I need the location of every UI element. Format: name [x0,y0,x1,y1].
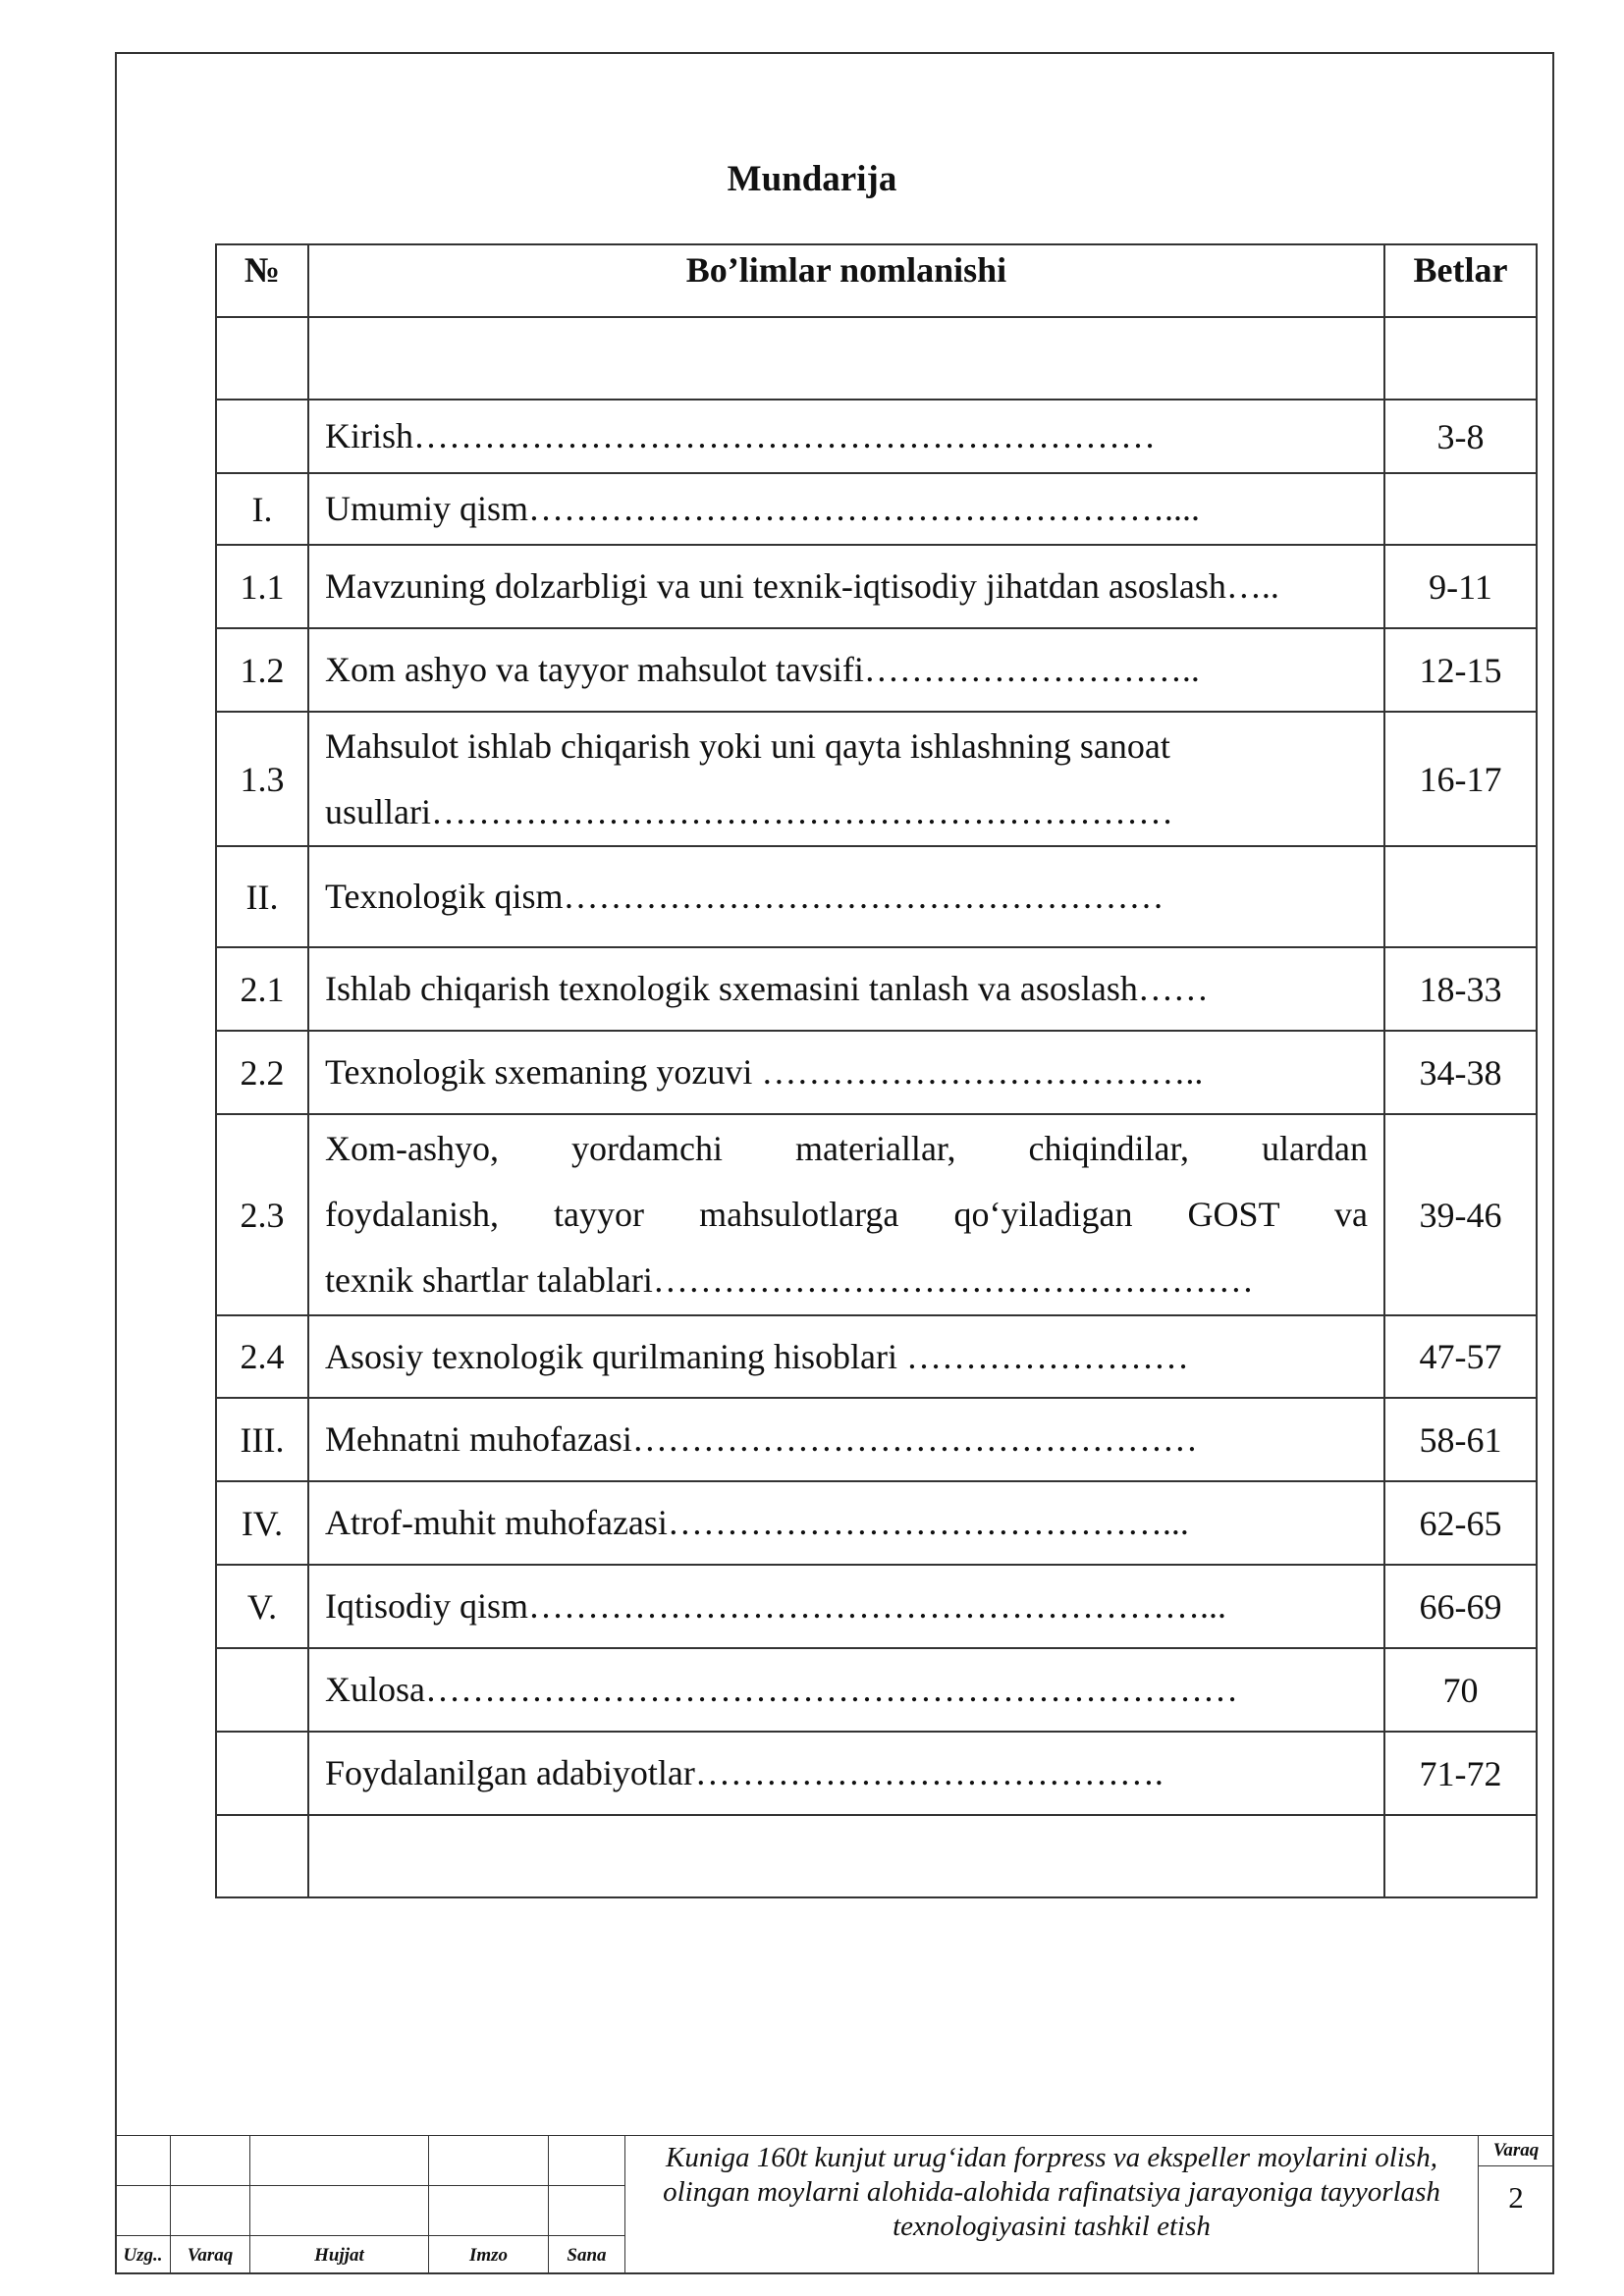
row-pages: 66-69 [1384,1565,1537,1648]
row-pages [1384,1815,1537,1897]
row-number: IV. [216,1481,308,1565]
row-pages: 39-46 [1384,1114,1537,1315]
row-number: V. [216,1565,308,1648]
row-number: 1.2 [216,628,308,712]
label-sana: Sana [567,2245,607,2266]
table-row [216,1398,1537,1481]
row-pages: 58-61 [1384,1398,1537,1481]
table-row [216,1114,1537,1315]
row-section-name: Mavzuning dolzarbligi va uni texnik-iqtisodiy jihatdan asoslash….. [308,545,1384,628]
table-row [216,317,1537,400]
row-section-name [308,712,1384,846]
row-number [216,1648,308,1732]
row-pages: 70 [1384,1648,1537,1732]
table-header-row [216,244,1537,317]
sheet-number: 2 [1508,2180,1524,2215]
header-pages: Betlar [1384,244,1537,317]
row-section-name: Ishlab chiqarish texnologik sxemasini tanlash va asoslash…… [308,947,1384,1031]
label-imzo: Imzo [468,2245,509,2266]
page-title: Mundarija [727,159,897,199]
table-row [216,545,1537,628]
row-section-name: Mehnatni muhofazasi………………………………………… [308,1398,1384,1481]
row-section-name: Xom ashyo va tayyor mahsulot tavsifi……………………….. [308,628,1384,712]
table-body [216,317,1537,1897]
row-number: 2.1 [216,947,308,1031]
sheet-label: Varaq [1492,2140,1540,2161]
row-pages: 34-38 [1384,1031,1537,1114]
row-pages: 12-15 [1384,628,1537,712]
document-title: Kuniga 160t kunjut urug‘idan forpress va ekspeller moylarini olish, olingan moylarni alohida-alohida rafinatsiya jarayoniga tayyorlash texnologiyasini tashkil etish [663,2142,1440,2242]
row-section-name: Texnologik sxemaning yozuvi ……………………………….. [308,1031,1384,1114]
row-section-name-line: foydalanish, tayyor mahsulotlarga qo‘yiladigan GOST va [325,1195,1368,1234]
row-pages: 71-72 [1384,1732,1537,1815]
row-number: 2.2 [216,1031,308,1114]
row-number: 2.3 [216,1114,308,1315]
table-row [216,473,1537,545]
table-row [216,1481,1537,1565]
row-number: 1.3 [216,712,308,846]
table-row [216,1031,1537,1114]
table-row [216,1815,1537,1897]
table-row [216,846,1537,947]
row-number [216,1815,308,1897]
row-section-name: Texnologik qism…………………………………………… [308,846,1384,947]
row-number: 1.1 [216,545,308,628]
table-row [216,947,1537,1031]
table-row [216,1565,1537,1648]
contents-table [215,243,1538,1898]
table-row [216,628,1537,712]
row-section-name: Atrof-muhit muhofazasi……………………………………... [308,1481,1384,1565]
table-row [216,1648,1537,1732]
row-number [216,1732,308,1815]
row-pages [1384,317,1537,400]
table-row [216,1732,1537,1815]
row-section-name: Asosiy texnologik qurilmaning hisoblari …………………… [308,1315,1384,1398]
table-row [216,1315,1537,1398]
row-number: 2.4 [216,1315,308,1398]
table-row [216,400,1537,473]
label-varaq: Varaq [187,2245,234,2266]
row-pages: 9-11 [1384,545,1537,628]
row-section-name: Iqtisodiy qism…………………………………………………... [308,1565,1384,1648]
row-section-name: Foydalanilgan adabiyotlar…………………………………. [308,1732,1384,1815]
label-uzg: Uzg.. [123,2245,163,2266]
row-number [216,317,308,400]
row-section-name-line: texnik shartlar talablari…………………………………………… [325,1260,1254,1300]
title-block [115,2135,1554,2274]
row-section-name-line: usullari……………………………………………………… [325,791,1173,831]
row-section-name: Kirish……………………………………………………… [308,400,1384,473]
row-number [216,400,308,473]
row-section-name [308,317,1384,400]
row-section-name-line: Mahsulot ishlab chiqarish yoki uni qayta ishlashning sanoat [325,725,1170,766]
row-number: I. [216,473,308,545]
header-section-name: Bo’limlar nomlanishi [308,244,1384,317]
row-section-name-line: Xom-ashyo, yordamchi materiallar, chiqindilar, ulardan [325,1129,1368,1168]
row-section-name: Xulosa…………………………………………………………… [308,1648,1384,1732]
header-number: № [216,244,308,317]
row-pages [1384,473,1537,545]
row-number: III. [216,1398,308,1481]
row-pages: 47-57 [1384,1315,1537,1398]
label-hujjat: Hujjat [314,2245,364,2266]
row-pages: 62-65 [1384,1481,1537,1565]
row-pages [1384,846,1537,947]
row-section-name [308,1114,1384,1315]
row-pages: 16-17 [1384,712,1537,846]
row-section-name [308,1815,1384,1897]
row-pages: 3-8 [1384,400,1537,473]
row-number: II. [216,846,308,947]
row-section-name: Umumiy qism……………………………………………….... [308,473,1384,545]
row-pages: 18-33 [1384,947,1537,1031]
table-row [216,712,1537,846]
